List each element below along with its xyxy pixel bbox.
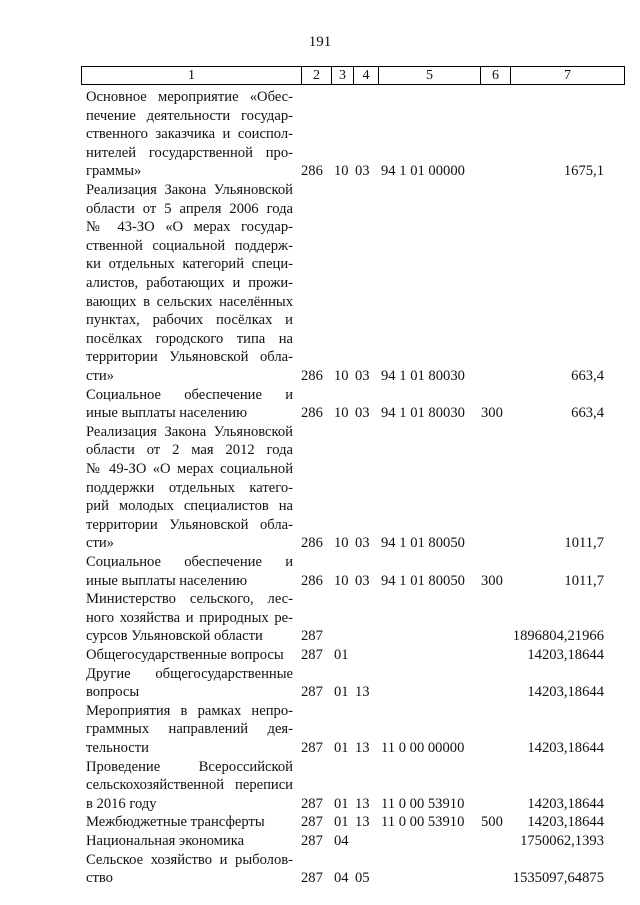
row-c5: 11 0 00 00000: [381, 739, 465, 756]
row-c5: 94 1 01 80030: [381, 368, 465, 384]
row-name-line: Сельское хозяйство и рыболов-: [86, 851, 293, 868]
row-name-line: граммных направлений дея-: [86, 721, 293, 738]
row-name: [86, 423, 293, 553]
header-col-5: 5: [378, 67, 480, 84]
row-name-line: вопросы: [86, 684, 140, 701]
row-name-line: Другие общегосударственные: [86, 665, 293, 682]
row-name-line: Реализация Закона Ульяновской: [86, 423, 293, 440]
row-c7: 1535097,64875: [512, 870, 604, 887]
row-name: [86, 851, 293, 888]
row-c3: 01: [334, 795, 349, 812]
row-c2: 287: [301, 795, 323, 812]
row-c2: 287: [301, 739, 323, 756]
row-c3: 01: [334, 646, 349, 663]
row-c5: 11 0 00 53910: [381, 795, 465, 812]
table-row: [0, 702, 640, 758]
row-name-line: ственной социальной поддерж-: [86, 237, 293, 254]
table-row: [0, 181, 640, 386]
row-c3: 10: [334, 535, 349, 552]
row-name-line: Министерство сельского, лес-: [86, 591, 293, 608]
row-c7: 1750062,1393: [520, 832, 604, 849]
row-name-line: ки отдельных категорий специ-: [86, 256, 293, 273]
row-c3: 01: [334, 739, 349, 756]
row-c4: 05: [355, 870, 370, 887]
row-name-line: Проведение Всероссийской: [86, 758, 293, 775]
row-c2: 286: [301, 405, 323, 422]
row-c5: 94 1 01 00000: [381, 163, 465, 180]
row-c2: 286: [301, 368, 323, 384]
table-header: [81, 66, 625, 85]
row-c2: 287: [301, 646, 323, 663]
row-name: [86, 665, 293, 702]
row-name-line: граммы»: [86, 163, 142, 180]
row-c5: 94 1 01 80050: [381, 535, 465, 552]
row-c3: 10: [334, 163, 349, 180]
row-c7: 1675,1: [563, 163, 604, 180]
table-row: [0, 665, 640, 702]
row-name-line: печение деятельности государ-: [86, 107, 293, 124]
row-name-line: в 2016 году: [86, 795, 157, 812]
row-c6: 300: [481, 405, 503, 422]
row-c7: 1896804,21966: [512, 628, 604, 645]
row-c7: 1011,7: [564, 535, 604, 552]
row-name-line: посёлках городского типа на: [86, 330, 293, 347]
row-name-line: вающих в сельских населённых: [86, 293, 293, 310]
row-c7: 14203,18644: [527, 646, 604, 663]
row-name-line: сурсов Ульяновской области: [86, 628, 263, 645]
row-name-line: поддержки отдельных катего-: [86, 479, 293, 496]
header-col-3: 3: [331, 67, 353, 84]
row-name-line: сельскохозяйственной переписи: [86, 777, 293, 794]
row-c3: 04: [334, 832, 349, 849]
row-name: [86, 646, 293, 665]
row-c2: 287: [301, 814, 323, 831]
row-c4: 03: [355, 405, 370, 422]
row-c7: 663,4: [571, 405, 604, 422]
row-c2: 286: [301, 163, 323, 180]
row-c4: 13: [355, 684, 370, 701]
row-name: [86, 88, 293, 181]
row-name-line: нителей государственной про-: [86, 144, 293, 161]
row-c5: 94 1 01 80030: [381, 405, 465, 422]
row-c6: 500: [481, 814, 503, 831]
row-c7: 14203,18644: [527, 814, 604, 831]
row-name: [86, 758, 293, 814]
row-c5: 94 1 01 80050: [381, 572, 465, 589]
row-name-line: Национальная экономика: [86, 832, 245, 849]
row-name-line: Межбюджетные трансферты: [86, 814, 265, 831]
row-c7: 14203,18644: [527, 739, 604, 756]
row-c7: 14203,18644: [527, 684, 604, 701]
row-name-line: ного хозяйства и природных ре-: [86, 609, 293, 626]
row-name-line: иные выплаты населению: [86, 405, 247, 422]
row-c2: 287: [301, 684, 323, 701]
table-row: [0, 851, 640, 888]
row-c2: 287: [301, 832, 323, 849]
row-c3: 10: [334, 572, 349, 589]
row-c4: 03: [355, 535, 370, 552]
table-row: [0, 646, 640, 665]
row-name-line: Общегосударственные вопросы: [86, 646, 284, 663]
row-name-line: Мероприятия в рамках непро-: [86, 702, 293, 719]
row-name-line: ственного заказчика и соиспол-: [86, 126, 293, 143]
row-name-line: пунктах, рабочих посёлках и: [86, 312, 293, 329]
row-name: [86, 553, 293, 590]
row-name-line: № 43-ЗО «О мерах государ-: [86, 219, 293, 236]
row-c4: 03: [355, 572, 370, 589]
row-c4: 13: [355, 795, 370, 812]
table-body: [0, 88, 640, 888]
header-col-6: 6: [480, 67, 510, 84]
table-row: [0, 758, 640, 814]
table-row: [0, 590, 640, 646]
row-name: [86, 832, 293, 851]
row-name-line: Социальное обеспечение и: [86, 386, 293, 403]
row-c7: 663,4: [571, 368, 604, 384]
row-c6: 300: [481, 572, 503, 589]
row-name-line: области от 2 мая 2012 года: [86, 442, 293, 459]
row-name: [86, 590, 293, 646]
row-c4: 03: [355, 163, 370, 180]
row-name-line: сти»: [86, 535, 114, 552]
header-col-1: 1: [188, 68, 195, 83]
row-name: [86, 386, 293, 423]
table-row: [0, 813, 640, 832]
row-name-line: тельности: [86, 739, 149, 756]
header-col-4: 4: [353, 67, 378, 84]
row-name: [86, 181, 293, 386]
row-c3: 01: [334, 684, 349, 701]
table-row: [0, 386, 640, 423]
page-number: 191: [308, 34, 332, 50]
row-name-line: Основное мероприятие «Обес-: [86, 89, 293, 105]
table-row: [0, 423, 640, 553]
row-name-line: территории Ульяновской обла-: [86, 349, 293, 366]
row-c4: 13: [355, 814, 370, 831]
table-row: [0, 553, 640, 590]
row-name-line: № 49-ЗО «О мерах социальной: [86, 460, 293, 477]
row-c3: 10: [334, 405, 349, 422]
header-col-7: 7: [510, 67, 624, 84]
row-name-line: алистов, работающих и прожи-: [86, 274, 293, 291]
row-c4: 13: [355, 739, 370, 756]
row-name-line: Реализация Закона Ульяновской: [86, 182, 293, 198]
header-col-2: 2: [301, 67, 331, 84]
table-row: [0, 832, 640, 851]
row-name: [86, 813, 293, 832]
row-c3: 10: [334, 368, 349, 384]
row-c7: 14203,18644: [527, 795, 604, 812]
row-c2: 287: [301, 628, 323, 645]
row-c2: 286: [301, 572, 323, 589]
row-name-line: области от 5 апреля 2006 года: [86, 200, 293, 217]
row-c3: 01: [334, 814, 349, 831]
row-name-line: ство: [86, 870, 113, 887]
row-name-line: рий молодых специалистов на: [86, 498, 293, 515]
table-row: [0, 88, 640, 181]
row-name-line: Социальное обеспечение и: [86, 553, 293, 570]
row-c2: 286: [301, 535, 323, 552]
row-c4: 03: [355, 368, 370, 384]
row-c7: 1011,7: [564, 572, 604, 589]
row-name: [86, 702, 293, 758]
row-c2: 287: [301, 870, 323, 887]
row-name-line: территории Ульяновской обла-: [86, 516, 293, 533]
row-name-line: иные выплаты населению: [86, 572, 247, 589]
row-c3: 04: [334, 870, 349, 887]
row-name-line: сти»: [86, 367, 114, 384]
row-c5: 11 0 00 53910: [381, 814, 465, 831]
